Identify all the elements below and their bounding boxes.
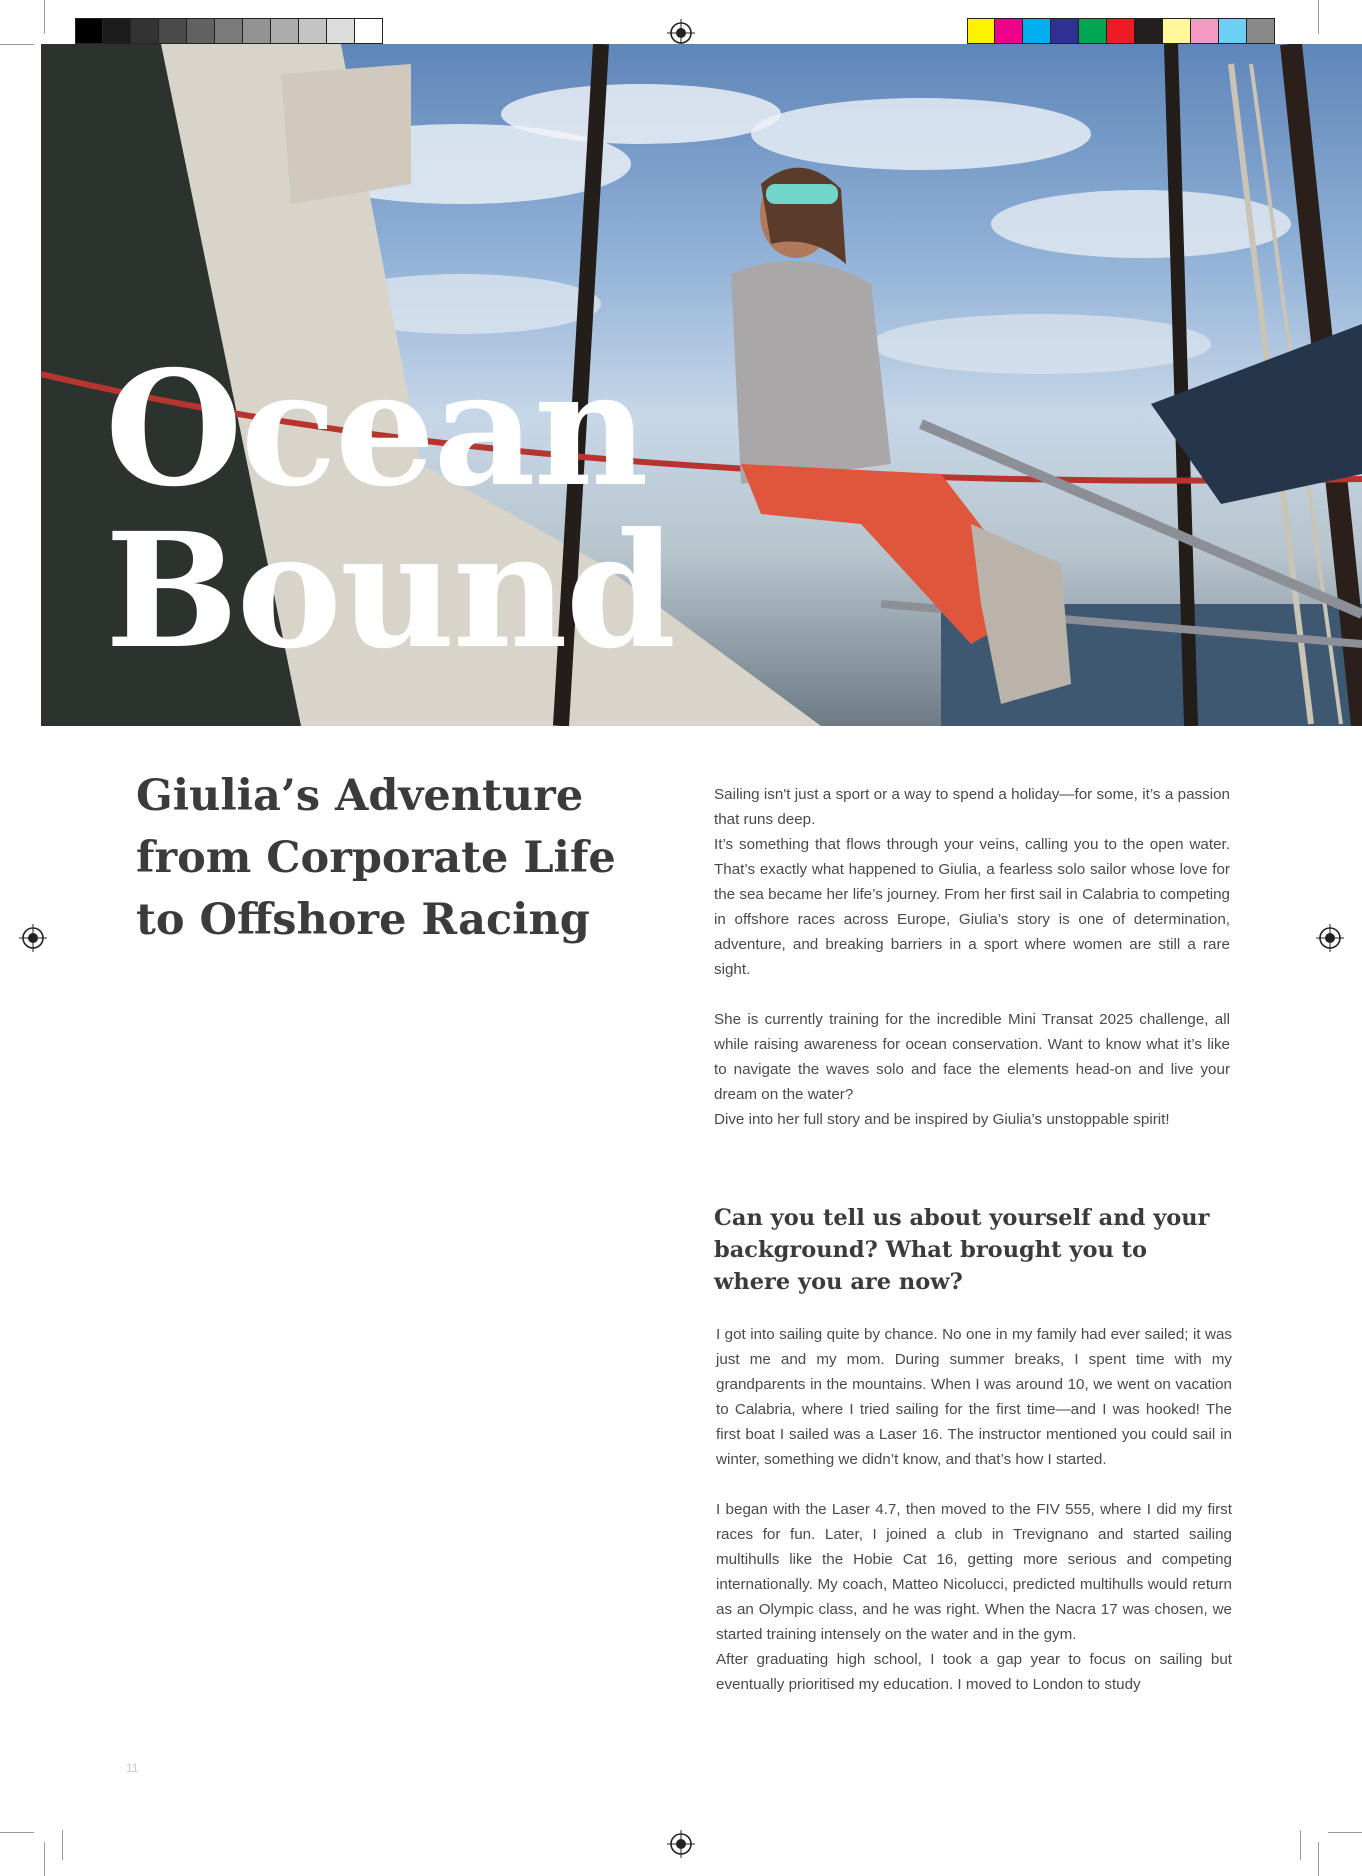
- intro-section: [714, 782, 1230, 1132]
- answer-paragraph: After graduating high school, I took a gap year to focus on sailing but eventually prioritised my education. I moved to London to study: [716, 1651, 1232, 1693]
- crop-mark: [1328, 1832, 1362, 1833]
- crop-mark: [0, 1832, 34, 1833]
- calibration-swatch: [1163, 18, 1191, 44]
- answer-paragraph: I began with the Laser 4.7, then moved to the FIV 555, where I did my first races for fun. Later, I joined a club in Trevignano and started sailing multihulls like the Hobie Cat 16, getting more serious and competing internationally. My coach, Matteo Nicolucci, predicted multihulls would return as an Olympic class, and he was right. When the Nacra 17 was chosen, we started training intensely on the water and in the gym.: [716, 1501, 1232, 1643]
- calibration-swatch: [1247, 18, 1275, 44]
- calibration-swatch: [131, 18, 159, 44]
- calibration-swatch: [967, 18, 995, 44]
- crop-mark: [0, 44, 34, 45]
- calibration-swatch: [1219, 18, 1247, 44]
- calibration-swatch: [1051, 18, 1079, 44]
- calibration-swatch: [243, 18, 271, 44]
- crop-mark: [44, 1842, 45, 1876]
- intro-paragraph: It’s something that flows through your veins, calling you to the open water. That’s exactly what happened to Giulia, a fearless solo sailor whose love for the sea became her life’s journey. From her first sail in Calabria to competing in offshore races across Europe, Giulia’s story is one of determination, adventure, and breaking barriers in a sport where women are still a rare sight.: [714, 836, 1230, 978]
- interview-question: Can you tell us about yourself and your background? What brought you to where you are now?: [714, 1205, 1210, 1295]
- crop-mark: [44, 0, 45, 34]
- crop-mark: [1300, 1830, 1301, 1860]
- intro-paragraph: She is currently training for the incredible Mini Transat 2025 challenge, all while raising awareness for ocean conservation. Want to know what it’s like to navigate the waves solo and face the elements head-on and live your dream on the water?: [714, 1011, 1230, 1103]
- intro-paragraph: Dive into her full story and be inspired by Giulia’s unstoppable spirit!: [714, 1111, 1170, 1128]
- calibration-swatch: [271, 18, 299, 44]
- grayscale-calibration-bar: [75, 18, 383, 44]
- crop-mark: [1318, 1842, 1319, 1876]
- registration-mark-icon: [667, 19, 695, 47]
- calibration-swatch: [215, 18, 243, 44]
- intro-paragraph: Sailing isn't just a sport or a way to spend a holiday—for some, it’s a passion that runs deep.: [714, 786, 1230, 828]
- crop-mark: [62, 1830, 63, 1860]
- calibration-swatch: [75, 18, 103, 44]
- hero-title: [105, 337, 675, 684]
- calibration-swatch: [327, 18, 355, 44]
- calibration-swatch: [1107, 18, 1135, 44]
- calibration-swatch: [995, 18, 1023, 44]
- registration-mark-icon: [1316, 924, 1344, 952]
- hero-title-line-1: Ocean: [105, 337, 647, 522]
- hero-photo: [41, 44, 1362, 726]
- calibration-swatch: [187, 18, 215, 44]
- calibration-swatch: [1191, 18, 1219, 44]
- crop-mark: [1318, 0, 1319, 34]
- calibration-swatch: [103, 18, 131, 44]
- hero-title-line-2: Bound: [105, 499, 675, 684]
- calibration-swatch: [355, 18, 383, 44]
- calibration-swatch: [1079, 18, 1107, 44]
- registration-mark-icon: [667, 1830, 695, 1858]
- calibration-swatch: [1023, 18, 1051, 44]
- calibration-swatch: [159, 18, 187, 44]
- calibration-swatch: [299, 18, 327, 44]
- answer-section: [716, 1322, 1232, 1697]
- article-heading: Giulia’s Adventure from Corporate Life to Offshore Racing: [136, 771, 616, 945]
- interview-question-block: [714, 1202, 1230, 1298]
- answer-paragraph: I got into sailing quite by chance. No one in my family had ever sailed; it was just me and my mom. During summer breaks, I spent time with my grandparents in the mountains. When I was around 10, we went on vacation to Calabria, where I tried sailing for the first time—and I was hooked! The first boat I sailed was a Laser 16. The instructor mentioned you could sail in winter, something we didn’t know, and that’s how I started.: [716, 1326, 1232, 1468]
- calibration-swatch: [1135, 18, 1163, 44]
- color-calibration-bar: [967, 18, 1275, 44]
- registration-mark-icon: [19, 924, 47, 952]
- page-number: 11: [126, 1761, 139, 1775]
